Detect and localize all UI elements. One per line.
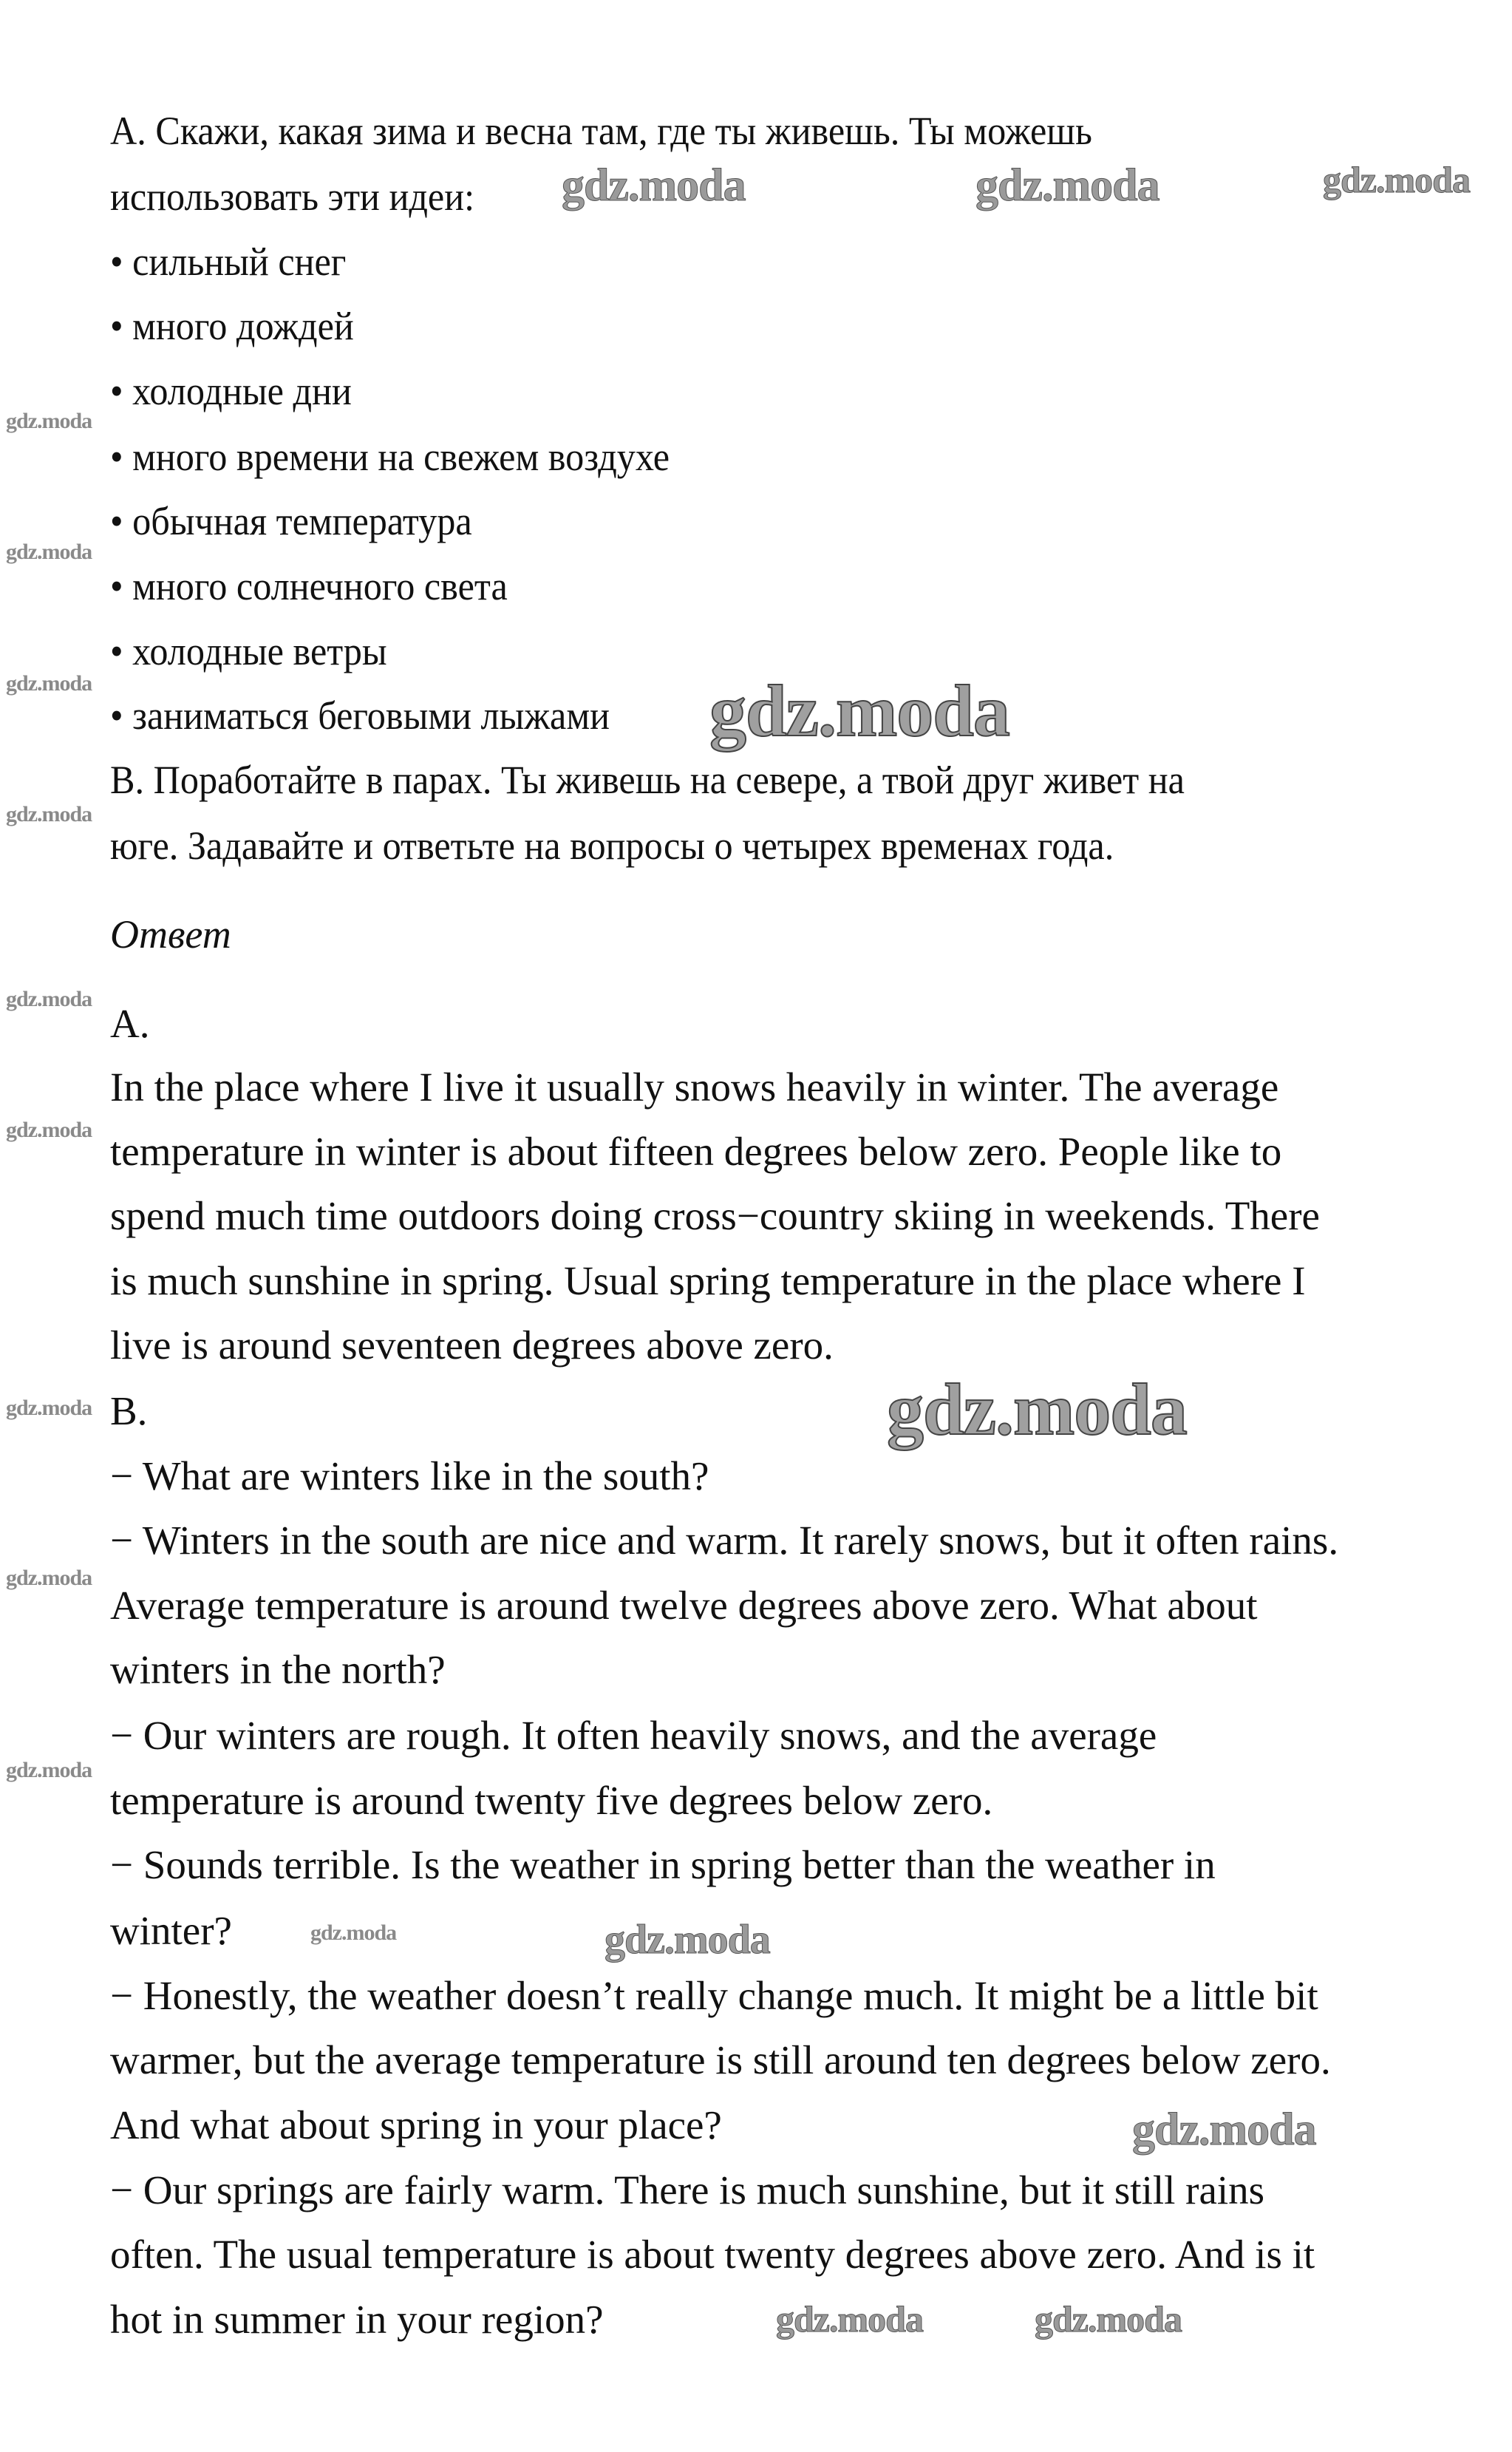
- watermark: gdz.moda: [310, 1920, 397, 1945]
- watermark: gdz.moda: [6, 802, 92, 826]
- dialogue-line: winters in the north?: [110, 1647, 446, 1692]
- idea-item: • холодные дни: [110, 369, 352, 413]
- watermark: gdz.moda: [562, 160, 746, 211]
- watermark: gdz.moda: [6, 1758, 92, 1782]
- answer-b-label: B.: [110, 1388, 148, 1433]
- task-a-line: А. Скажи, какая зима и весна там, где ты живешь. Ты можешь: [110, 109, 1092, 153]
- dialogue-line: And what about spring in your place?: [110, 2102, 722, 2147]
- watermark: gdz.moda: [6, 540, 92, 564]
- watermark: gdz.moda: [709, 670, 1009, 752]
- dialogue-line: − Our winters are rough. It often heavily snows, and the average: [110, 1713, 1157, 1758]
- dialogue-line: − Honestly, the weather doesn’t really change much. It might be a little bit: [110, 1973, 1318, 2018]
- watermark: gdz.moda: [1035, 2298, 1182, 2340]
- answer-a-line: live is around seventeen degrees above zero.: [110, 1322, 834, 1368]
- idea-item: • много солнечного света: [110, 564, 508, 608]
- dialogue-line: winter?: [110, 1908, 232, 1953]
- idea-item: • холодные ветры: [110, 629, 387, 673]
- dialogue-line: − Our springs are fairly warm. There is much sunshine, but it still rains: [110, 2167, 1265, 2212]
- idea-item: • заниматься беговыми лыжами: [110, 693, 610, 738]
- watermark: gdz.moda: [887, 1368, 1187, 1450]
- answer-a-label: A.: [110, 1001, 150, 1046]
- answer-a-line: temperature in winter is about fifteen degrees below zero. People like to: [110, 1129, 1282, 1174]
- idea-item: • сильный снег: [110, 240, 347, 284]
- answer-a-line: In the place where I live it usually snows heavily in winter. The average: [110, 1064, 1279, 1110]
- watermark: gdz.moda: [6, 671, 92, 696]
- answer-heading: Ответ: [110, 912, 231, 957]
- dialogue-line: temperature is around twenty five degrees below zero.: [110, 1778, 993, 1823]
- watermark: gdz.moda: [6, 987, 92, 1011]
- watermark: gdz.moda: [6, 409, 92, 433]
- idea-item: • много времени на свежем воздухе: [110, 435, 670, 479]
- dialogue-line: − What are winters like in the south?: [110, 1453, 709, 1498]
- watermark: gdz.moda: [975, 160, 1159, 211]
- idea-item: • обычная температура: [110, 499, 472, 543]
- dialogue-line: hot in summer in your region?: [110, 2297, 604, 2342]
- answer-a-line: is much sunshine in spring. Usual spring temperature in the place where I: [110, 1258, 1306, 1303]
- task-b-line: B. Поработайте в парах. Ты живешь на севере, а твой друг живет на: [110, 758, 1185, 802]
- watermark: gdz.moda: [6, 1118, 92, 1142]
- task-b-line: юге. Задавайте и ответьте на вопросы о четырех временах года.: [110, 823, 1114, 868]
- watermark: gdz.moda: [1132, 2105, 1316, 2155]
- dialogue-line: − Sounds terrible. Is the weather in spring better than the weather in: [110, 1842, 1216, 1887]
- idea-item: • много дождей: [110, 304, 354, 348]
- task-a-line: использовать эти идеи:: [110, 174, 475, 219]
- watermark: gdz.moda: [605, 1917, 770, 1963]
- answer-a-line: spend much time outdoors doing cross−country skiing in weekends. There: [110, 1193, 1320, 1238]
- dialogue-line: − Winters in the south are nice and warm. It rarely snows, but it often rains.: [110, 1518, 1339, 1563]
- watermark: gdz.moda: [776, 2298, 923, 2340]
- watermark: gdz.moda: [6, 1566, 92, 1590]
- watermark: gdz.moda: [6, 1396, 92, 1420]
- dialogue-line: warmer, but the average temperature is still around ten degrees below zero.: [110, 2037, 1331, 2082]
- dialogue-line: often. The usual temperature is about twenty degrees above zero. And is it: [110, 2232, 1315, 2277]
- watermark: gdz.moda: [1323, 159, 1470, 200]
- dialogue-line: Average temperature is around twelve degrees above zero. What about: [110, 1583, 1258, 1628]
